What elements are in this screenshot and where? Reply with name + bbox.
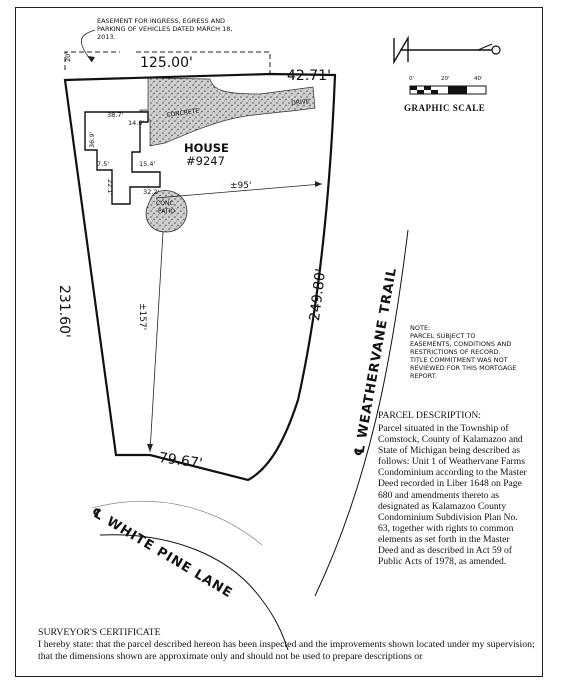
certificate-title: SURVEYOR'S CERTIFICATE — [38, 627, 161, 638]
scale-title: GRAPHIC SCALE — [404, 103, 486, 113]
house-dim-387: 38.7' — [107, 111, 124, 119]
patio-label: PATIO — [158, 208, 176, 215]
dim-west-line: 231.60' — [56, 285, 72, 338]
parcel-description-body: Parcel situated in the Township of Comstock, County of Kalamazoo and State of Michigan being described as follows: Unit 1 of Weathervane Farms Condominium according to the Master Deed recorded in Liber 1648 on Page 680 and amendments thereto as designated as Kalamazoo County Condominium Subdivision Plan No. 63, together with rights to common elements as set forth in the Master Deed and as described in Act 59 of Public Acts of 1978, as amended. — [378, 423, 527, 568]
dim-diag-157: ±157' — [137, 303, 147, 331]
house-dim-146: 14.6' — [128, 119, 145, 127]
cross-95-arrow — [315, 181, 322, 187]
note-line-6: REVIEWED FOR THIS MORTGAGE — [410, 364, 517, 372]
dim-cross-95: ±95' — [230, 181, 252, 191]
note-line-1: NOTE: — [410, 324, 431, 332]
note-line-4: RESTRICTIONS OF RECORD. — [410, 348, 501, 356]
concrete-label: CONCRETE — [166, 107, 200, 119]
house-dim-369: 36.9' — [88, 131, 96, 148]
easement-note-line-3: 2013. — [97, 33, 116, 41]
conc-label: CONC. — [156, 200, 176, 207]
house-label: HOUSE — [184, 141, 229, 155]
note-line-7: REPORT. — [410, 372, 437, 380]
easement-note-line-1: EASEMENT FOR INGRESS, EGRESS AND — [97, 17, 226, 25]
note-line-2: PARCEL SUBJECT TO — [410, 332, 476, 340]
note-line-3: EASEMENTS, CONDITIONS AND — [410, 340, 512, 348]
weathervane-trail-label: ℄ WEATHERVANE TRAIL — [352, 266, 401, 458]
easement-note-line-2: PARKING OF VEHICLES DATED MARCH 18, — [97, 25, 233, 33]
scale-bar — [410, 86, 486, 94]
dim-20: 20' — [64, 51, 72, 62]
white-pine-lane-label: ℄ WHITE PINE LANE — [88, 505, 236, 602]
note-line-5: TITLE COMMITMENT WAS NOT — [410, 356, 508, 364]
north-arrow — [394, 38, 500, 62]
house-dim-221: 22.1' — [106, 179, 114, 196]
scale-tick-20: 20' — [441, 76, 450, 82]
house-dim-322: 32.2' — [143, 188, 160, 196]
dim-north-line: 125.00' — [140, 55, 193, 71]
scale-tick-40: 40' — [474, 76, 483, 82]
dim-east-line: 249.80' — [307, 267, 330, 322]
certificate-body: I hereby state: that the parcel described hereon has been inspected and the improvements shown located under my supervision; that the dimensions shown are approximate only and should not be used to prepare descriptions or — [38, 639, 535, 662]
diag-157-arrow — [147, 444, 153, 452]
house-number: #9247 — [186, 154, 225, 168]
dim-south-line: 79.67' — [157, 450, 204, 472]
parcel-description-title: PARCEL DESCRIPTION: — [378, 410, 481, 421]
easement-arrowhead — [88, 56, 95, 62]
dim-northeast-line: 42.71' — [287, 68, 331, 84]
drive-label: DRIVE — [291, 98, 311, 107]
house-dim-75: 7.5' — [97, 160, 110, 168]
scale-tick-0: 0' — [409, 76, 415, 82]
house-dim-154: 15.4' — [139, 160, 156, 168]
diag-157-line — [150, 232, 163, 452]
